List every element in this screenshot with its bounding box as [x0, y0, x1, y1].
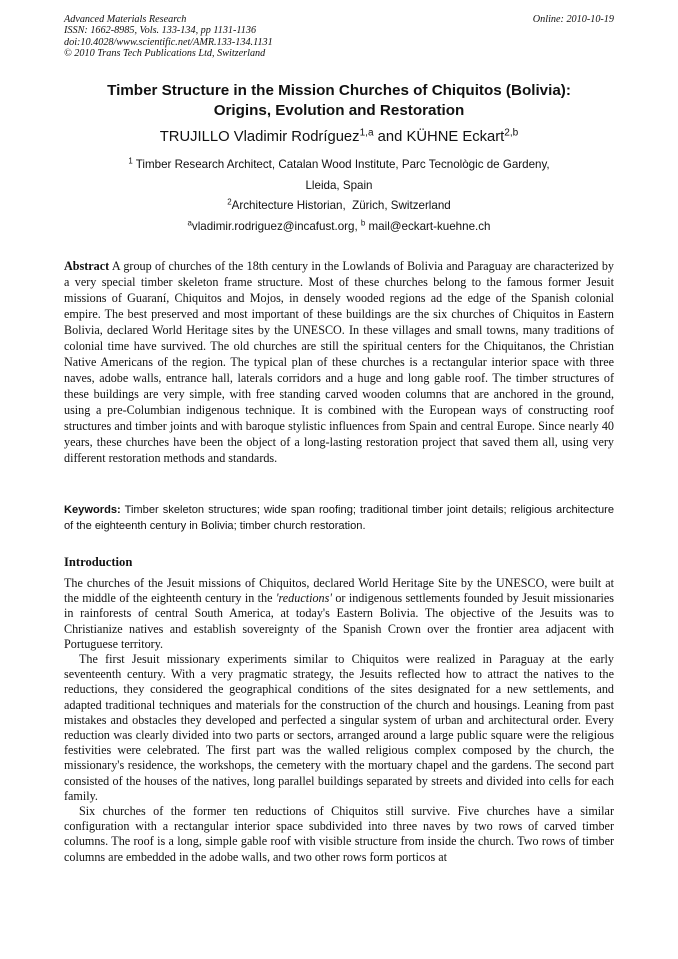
issn-line: ISSN: 1662-8985, Vols. 133-134, pp 1131-1136 — [64, 25, 257, 37]
journal-name: Advanced Materials Research — [64, 14, 187, 25]
section-heading-introduction: Introduction — [64, 555, 133, 569]
email-a-mark: a — [187, 218, 192, 228]
keywords — [64, 503, 614, 534]
email-line — [40, 217, 638, 238]
author-1-affiliation-mark: 1,a — [359, 127, 374, 139]
paragraph-1-text-a: The churches of the Jesuit missions of Chiquitos, declared World Heritage Site by the UNESCO, were built at the middle of the eighteenth century in the — [64, 576, 614, 606]
affiliation-1-mark: 1 — [128, 156, 133, 166]
paragraph-1 — [64, 576, 614, 652]
introduction-body — [64, 576, 614, 865]
running-header — [64, 14, 614, 59]
abstract — [64, 258, 614, 466]
title-line-1: Timber Structure in the Mission Churches of Chiquitos (Bolivia): — [107, 82, 571, 99]
paragraph-2: The first Jesuit missionary experiments similar to Chiquitos were realized in Paraguay at the early seventeenth century. With a very pragmatic strategy, the Jesuits reflected how to attract the natives to the reductions, they considered the geographical conditions of the sites designated for a new settlements, and adapted traditional techniques and materials for the construction of the church and housings. Leaning from past mistakes and obstacles they developed and perfected a singular system of urban and architectural order. Every reduction was clearly divided into two parts or sectors, arranged around a large public square were the religious festivities were celebrated. The first part was the walled religious complex composed by the church, the missionary's residence, the workshops, the cemetery with the mortuary chapel and the gardens. The second part consisted of the houses of the natives, long parallel buildings separated by streets and divided into cells for each family. — [64, 652, 614, 803]
online-date: Online: 2010-10-19 — [532, 14, 614, 25]
author-2-name: KÜHNE Eckart — [406, 129, 505, 145]
email-separator: , — [354, 219, 361, 233]
abstract-text: A group of churches of the 18th century in the Lowlands of Bolivia and Paraguay are characterized by a very special timber skeleton frame structure. Most of these churches belong to the famous former Jesuit missions of Guaraní, Chiquitos and Mojos, in densely wooded regions ad the edge of the Spanish colonial empire. The best preserved and most important of these buildings are the six churches of Chiquitos in Eastern Bolivia, declared World Heritage sites by the UNESCO. In these villages and small towns, many traditions of colonial time have survived. The old churches are still the spiritual centers for the Chiquitanos, the Christian Native Americans of the region. The typical plan of these churches is a rectangular interior space with three naves, adobe walls, entrance hall, laterals corridors and a huge and long gable roof. The timber structures of these buildings are very simple, with free standing carved wooden columns that are anchored in the ground, using a pre-Columbian indigenous technique. It is combined with the European ways of constructing roof structures and timber joints and with baroque stylistic influences from Spain and central Europe. Since nearly 40 years, these churches have been the object of a long-lasting restoration project that saved them all, using very different restoration methods and standards. — [64, 259, 614, 465]
author-conjunction: and — [373, 129, 407, 145]
affiliation-2-text: Architecture Historian, Zürich, Switzerland — [231, 199, 451, 212]
author-list — [40, 128, 638, 146]
title-line-2: Origins, Evolution and Restoration — [213, 102, 465, 119]
affiliation-2 — [40, 196, 638, 217]
copyright-line: © 2010 Trans Tech Publications Ltd, Switzerland — [64, 47, 266, 59]
paragraph-1-italic: 'reductions' — [275, 591, 332, 606]
email-a: vladimir.rodriguez@incafust.org — [191, 219, 355, 233]
paper-title — [40, 81, 638, 121]
paragraph-3: Six churches of the former ten reductions of Chiquitos still survive. Five churches have a similar configuration with a rectangular interior space subdivided into three naves by two rows of carved timber columns. The roof is a long, simple gable roof with visible structure from inside the church. Two rows of timber columns are embedded in the adobe walls, and two other rows form porticos at — [64, 804, 614, 864]
keywords-label: Keywords: — [64, 504, 121, 516]
email-b-mark: b — [360, 218, 366, 228]
doi-line: doi:10.4028/www.scientific.net/AMR.133-134.1131 — [64, 36, 273, 48]
paragraph-1-text-b: or indigenous settlements founded by Jesuit missionaries in rainforests of central South America, at today's Eastern Bolivia. The objective of the Jesuits was to Christianize natives and establish sovereignty of the Spanish Crown over the frontier area adjacent with Portuguese territory. — [64, 591, 614, 651]
affiliation-1-text: Timber Research Architect, Catalan Wood Institute, Parc Tecnològic de Gardeny, — [132, 158, 550, 171]
affiliation-1-line-2: Lleida, Spain — [305, 178, 373, 192]
author-2-affiliation-mark: 2,b — [504, 127, 519, 139]
email-b: mail@eckart-kuehne.ch — [365, 219, 491, 233]
affiliations — [40, 155, 638, 237]
abstract-label: Abstract — [64, 259, 110, 273]
keywords-text: Timber skeleton structures; wide span roofing; traditional timber joint details; religious architecture of the eighteenth century in Bolivia; timber church restoration. — [64, 504, 614, 532]
affiliation-2-mark: 2 — [227, 197, 232, 207]
affiliation-1-line-1 — [40, 155, 638, 176]
author-1-name: TRUJILLO Vladimir Rodríguez — [159, 129, 360, 145]
publication-info — [64, 14, 273, 59]
